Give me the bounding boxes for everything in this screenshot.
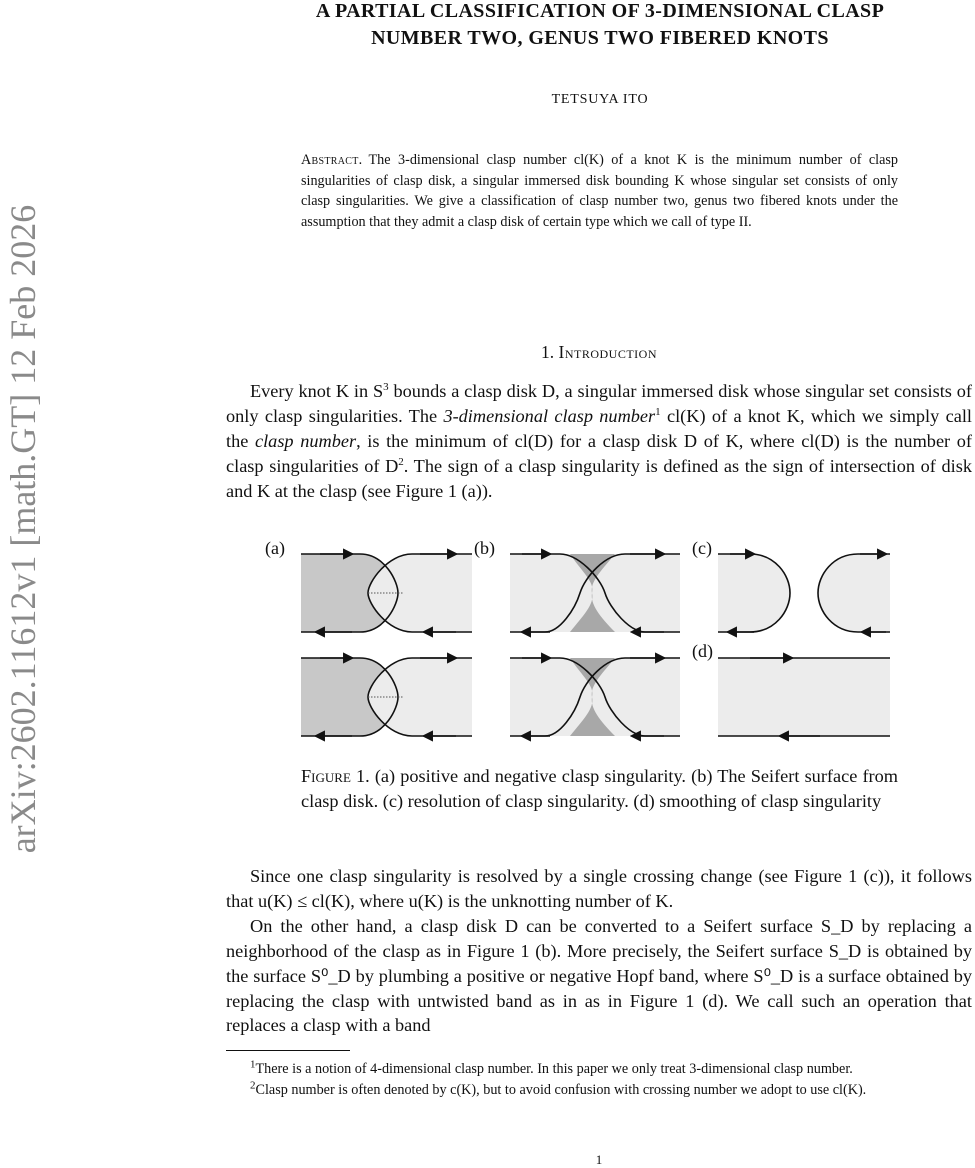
panel-label-b: (b) <box>474 538 495 558</box>
figure-1-drawing <box>260 537 900 747</box>
footnote-1 <box>226 1059 972 1080</box>
intro-paragraph <box>226 379 972 504</box>
panel-a-positive-clasp <box>301 554 472 632</box>
panel-c-resolution <box>718 554 890 632</box>
footnote-ref-2: 2 <box>398 455 404 468</box>
section-title: Introduction <box>558 342 657 362</box>
panel-b-seifert-negative <box>510 658 680 736</box>
footnote-2 <box>226 1080 972 1101</box>
paper-title <box>230 0 970 52</box>
page-number: 1 <box>595 1152 603 1167</box>
footnote-1-mark: 1 <box>250 1058 256 1071</box>
title-line-2: NUMBER TWO, GENUS TWO FIBERED KNOTS <box>371 27 829 49</box>
footnote-2-mark: 2 <box>250 1078 256 1091</box>
section-heading <box>226 342 972 363</box>
panel-label-d: (d) <box>692 641 713 661</box>
arxiv-margin-stamp: arXiv:2602.11612v1 [math.GT] 12 Feb 2026 <box>3 204 43 854</box>
body-paragraphs <box>226 864 972 1038</box>
figure-1 <box>260 537 900 747</box>
author: TETSUYA ITO <box>551 92 649 107</box>
panel-d-smoothing <box>718 658 890 736</box>
intro-term-clasp-number: clasp number <box>254 430 357 451</box>
paragraph-seifert-surface: On the other hand, a clasp disk D can be converted to a Seifert surface S_D by replacing a neighborhood of the clasp as in Figure 1 (b). More precisely, the Seifert surface S_D is obtained by the surface S⁰_D by plumbing a positive or negative Hopf band, where S⁰_D is a surface obtained by replacing the clasp with untwisted band as in as in Figure 1 (d). We call such an operation that replaces a clasp with a band <box>226 915 972 1036</box>
intro-s7: . The sign of a clasp singularity is defined as the sign of intersection of disk and K at the clasp (see Figure 1 (a)). <box>226 455 972 501</box>
panel-label-c: (c) <box>692 538 712 558</box>
footnote-rule <box>226 1050 350 1051</box>
intro-s6: , is the minimum of cl(D) for a clasp disk D of K, where cl(D) is the number of clasp singularities of D <box>226 430 973 476</box>
section-number: 1. <box>541 342 555 362</box>
panel-label-a: (a) <box>265 538 285 558</box>
caption-text: (a) positive and negative clasp singularity. (b) The Seifert surface from clasp disk. (c) resolution of clasp singularity. (d) smoothing of clasp singularity <box>301 766 898 811</box>
footnote-2-text: Clasp number is often denoted by c(K), but to avoid confusion with crossing number we adopt to use cl(K). <box>255 1081 867 1098</box>
footnote-1-text: There is a notion of 4-dimensional clasp number. In this paper we only treat 3-dimensional clasp number. <box>255 1061 853 1077</box>
title-line-1: A PARTIAL CLASSIFICATION OF 3-DIMENSIONAL CLASP <box>315 0 885 22</box>
intro-s2: bounds a clasp disk D, a singular immersed disk whose singular set consists of only clasp singularities. The <box>226 381 972 426</box>
paragraph-crossing-change: Since one clasp singularity is resolved by a single crossing change (see Figure 1 (c)), it follows that u(K) ≤ cl(K), where u(K) is the unknotting number of K. <box>226 866 972 911</box>
abstract <box>301 150 898 233</box>
intro-term-clasp-number-3d: 3-dimensional clasp number <box>443 405 656 426</box>
intro-s1-sup: 3 <box>383 380 389 393</box>
panel-b-seifert-positive <box>510 554 680 632</box>
footnote-ref-1: 1 <box>655 405 661 418</box>
figure-1-caption <box>301 764 898 814</box>
footnotes <box>226 1059 972 1100</box>
panel-a-negative-clasp <box>301 658 472 736</box>
abstract-label: Abstract. <box>301 152 363 168</box>
abstract-text: The 3-dimensional clasp number cl(K) of a knot K is the minimum number of clasp singularities of clasp disk, a singular immersed disk bounding K whose singular set consists of only clasp singularities. We give a classification of clasp number two, genus two fibered knots under the assumption that they admit a clasp disk of certain type which we call of type II. <box>301 152 898 231</box>
caption-label: Figure 1. <box>301 766 370 786</box>
intro-s1: Every knot K in S <box>250 381 384 401</box>
intro-s4: cl(K) of a knot K, which we simply call the <box>226 405 973 451</box>
